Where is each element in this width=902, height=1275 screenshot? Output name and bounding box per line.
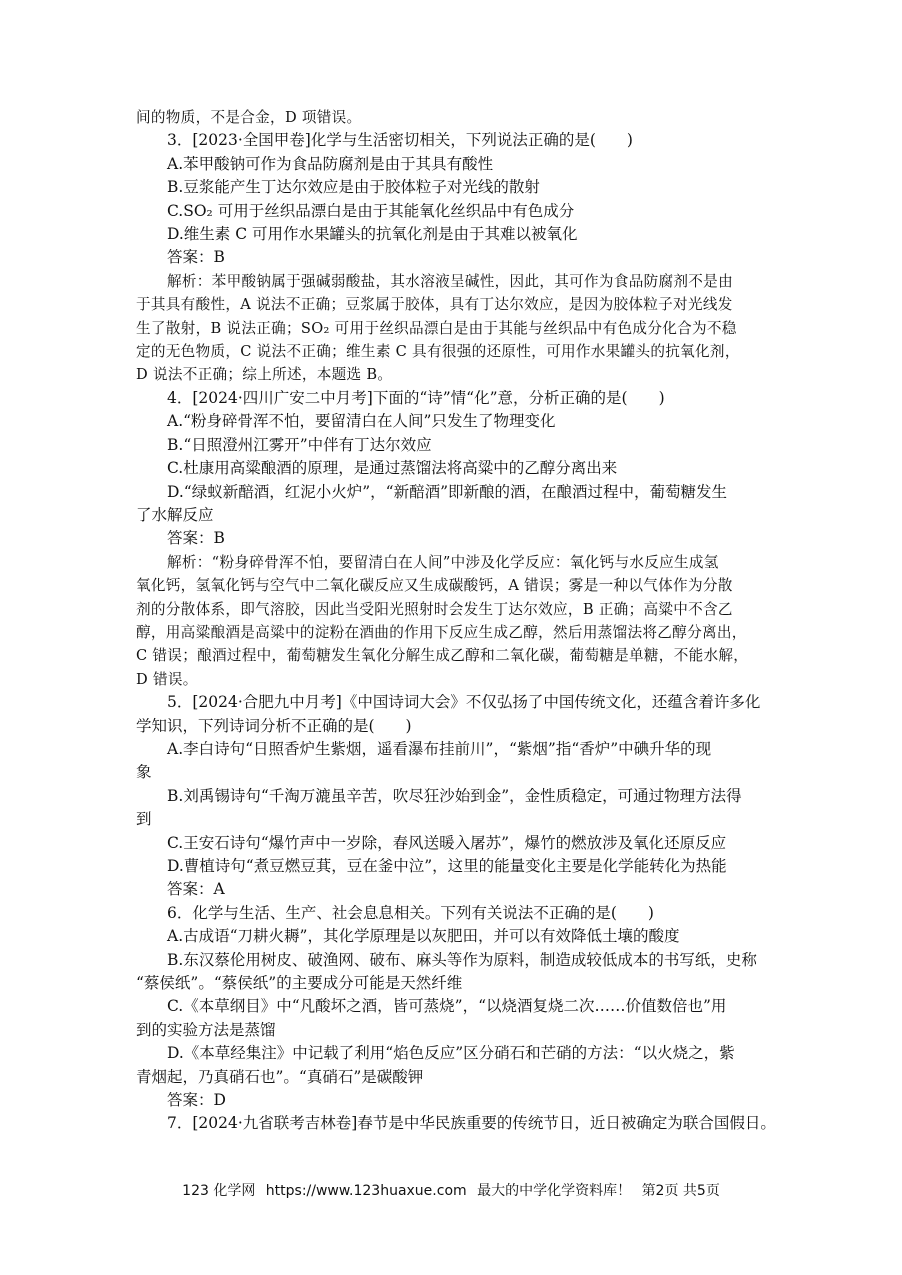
text-line: 答案：B — [167, 248, 225, 267]
text-line: A.苯甲酸钠可作为食品防腐剂是由于其具有酸性 — [167, 154, 494, 173]
explanation-line: D 错误。 — [136, 670, 198, 688]
text-line: D.《本草经集注》中记载了利用“焰色反应”区分硝石和芒硝的方法：“以火烧之，紫 — [167, 1044, 735, 1063]
explanation-line: 于其具有酸性，A 说法不正确；豆浆属于胶体，具有丁达尔效应，是因为胶体粒子对光线发 — [136, 296, 733, 314]
text-line: 4．[2024·四川广安二中月考]下面的“诗”情“化”意，分析正确的是( ) — [167, 388, 665, 407]
explanation-line: 剂的分散体系，即气溶胶，因此当受阳光照射时会发生丁达尔效应，B 正确；高粱中不含乙 — [136, 600, 733, 618]
text-line: 到 — [136, 810, 152, 829]
text-line: C.王安石诗句“爆竹声中一岁除，春风送暖入屠苏”，爆竹的燃放涉及氧化还原反应 — [167, 833, 727, 852]
text-line: 3．[2023·全国甲卷]化学与生活密切相关，下列说法正确的是( ) — [167, 131, 633, 150]
text-line: 象 — [136, 763, 152, 782]
explanation-line: 生了散射，B 说法正确；SO₂ 可用于丝织品漂白是由于其能与丝织品中有色成分化合为不稳 — [136, 319, 737, 337]
document-body — [136, 106, 776, 1136]
text-line: 答案：B — [167, 529, 225, 548]
text-line: D.曹植诗句“煮豆燃豆萁，豆在釜中泣”，这里的能量变化主要是化学能转化为热能 — [167, 857, 727, 875]
footer-url[interactable]: https://www.123huaxue.com — [265, 1183, 467, 1199]
page-footer — [0, 1180, 902, 1200]
text-line: 答案：A — [167, 880, 225, 899]
footer-page-number: 第2页 共5页 — [641, 1183, 720, 1199]
explanation-line: C 错误；酿酒过程中，葡萄糖发生氧化分解生成乙醇和二氧化碳，葡萄糖是单糖，不能水解， — [136, 647, 749, 665]
text-line: D.维生素 C 可用作水果罐头的抗氧化剂是由于其难以被氧化 — [167, 225, 578, 244]
text-line: B.刘禹锡诗句“千淘万漉虽辛苦，吹尽狂沙始到金”，金性质稳定，可通过物理方法得 — [167, 786, 742, 805]
footer-site: 123 化学网 — [182, 1183, 256, 1199]
text-line: 5．[2024·合肥九中月考]《中国诗词大会》不仅弘扬了中国传统文化，还蕴含着许多化 — [167, 693, 761, 712]
explanation-line: 醇，用高粱酿酒是高粱中的淀粉在酒曲的作用下反应生成乙醇，然后用蒸馏法将乙醇分离出， — [136, 623, 747, 641]
explanation-line: 解析：“粉身碎骨浑不怕，要留清白在人间”中涉及化学反应：氧化钙与水反应生成氢 — [167, 553, 719, 571]
text-line: “蔡侯纸”。“蔡侯纸”的主要成分可能是天然纤维 — [136, 974, 463, 993]
text-line: C.SO₂ 可用于丝织品漂白是由于其能氧化丝织品中有色成分 — [167, 201, 575, 220]
text-line: 了水解反应 — [136, 505, 214, 524]
explanation-line: D 说法不正确；综上所述，本题选 B。 — [136, 366, 393, 384]
explanation-line: 定的无色物质，C 说法不正确；维生素 C 具有很强的还原性，可用作水果罐头的抗氧化剂， — [136, 343, 740, 361]
text-line: B.“日照澄州江雾开”中伴有丁达尔效应 — [167, 435, 432, 454]
text-line: A.“粉身碎骨浑不怕，要留清白在人间”只发生了物理变化 — [167, 412, 556, 431]
text-line: 青烟起，乃真硝石也”。“真硝石”是碳酸钾 — [136, 1067, 424, 1086]
text-line: C.杜康用高粱酿酒的原理，是通过蒸馏法将高粱中的乙醇分离出来 — [167, 459, 618, 478]
footer-slogan: 最大的中学化学资料库！ — [477, 1183, 632, 1199]
text-line: C.《本草纲目》中“凡酸坏之酒，皆可蒸烧”，“以烧酒复烧二次……价值数倍也”用 — [167, 997, 727, 1016]
text-line: 答案：D — [167, 1091, 226, 1110]
text-line: A.古成语“刀耕火耨”，其化学原理是以灰肥田，并可以有效降低土壤的酸度 — [167, 927, 680, 946]
text-line: D.“绿蚁新醅酒，红泥小火炉”，“新醅酒”即新酿的酒，在酿酒过程中，葡萄糖发生 — [167, 482, 728, 501]
explanation-line: 氧化钙，氢氧化钙与空气中二氧化碳反应又生成碳酸钙，A 错误；雾是一种以气体作为分散 — [136, 577, 733, 595]
explanation-line: 解析：苯甲酸钠属于强碱弱酸盐，其水溶液呈碱性，因此，其可作为食品防腐剂不是由 — [167, 272, 733, 290]
text-line: 到的实验方法是蒸馏 — [136, 1020, 276, 1039]
text-line: 学知识，下列诗词分析不正确的是( ) — [136, 716, 412, 735]
text-line: A.李白诗句“日照香炉生紫烟，遥看瀑布挂前川”，“紫烟”指“香炉”中碘升华的现 — [167, 739, 712, 758]
text-line: 7．[2024·九省联考吉林卷]春节是中华民族重要的传统节日，近日被确定为联合国假日。 — [167, 1114, 776, 1133]
explanation-line: 间的物质，不是合金，D 项错误。 — [136, 109, 362, 126]
text-line: B.豆浆能产生丁达尔效应是由于胶体粒子对光线的散射 — [167, 178, 540, 197]
text-line: 6．化学与生活、生产、社会息息相关。下列有关说法不正确的是( ) — [167, 903, 654, 922]
text-line: B.东汉蔡伦用树皮、破渔网、破布、麻头等作为原料，制造成较低成本的书写纸，史称 — [167, 950, 757, 969]
